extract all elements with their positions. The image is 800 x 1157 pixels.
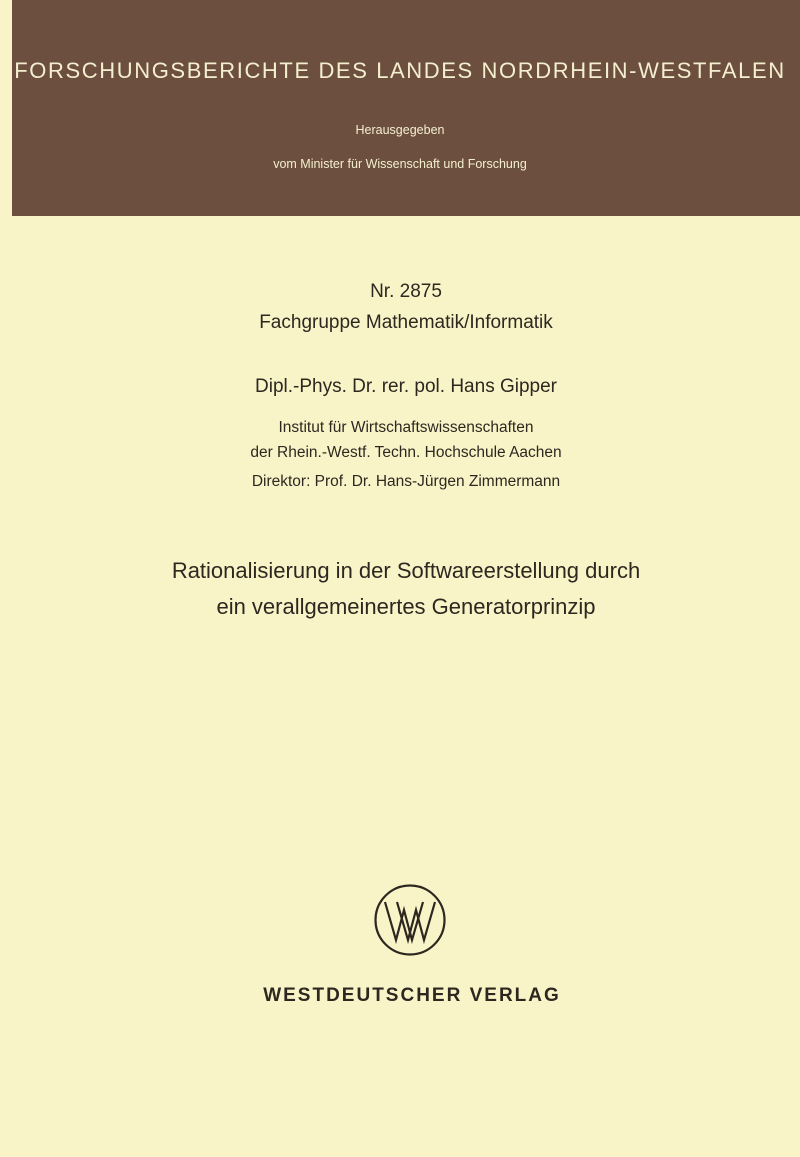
- book-title-line-1: Rationalisierung in der Softwareerstellung durch: [171, 558, 641, 583]
- subject-group: Fachgruppe Mathematik/Informatik: [259, 312, 553, 333]
- author-name: Dipl.-Phys. Dr. rer. pol. Hans Gipper: [255, 376, 557, 397]
- header-band: [12, 0, 800, 216]
- institute-line-1: Institut für Wirtschaftswissenschaften: [278, 419, 534, 436]
- editor-line-1: Herausgegeben: [355, 123, 445, 137]
- editor-line-2: vom Minister für Wissenschaft und Forschung: [273, 157, 527, 171]
- institute-line-3: Direktor: Prof. Dr. Hans-Jürgen Zimmermann: [251, 473, 561, 490]
- publisher-name: WESTDEUTSCHER VERLAG: [263, 985, 561, 1006]
- volume-number: Nr. 2875: [370, 281, 442, 302]
- series-title: FORSCHUNGSBERICHTE DES LANDES NORDRHEIN-WESTFALEN: [14, 58, 786, 83]
- wv-circle-logo-icon: [372, 882, 448, 958]
- book-title-line-2: ein verallgemeinertes Generatorprinzip: [216, 594, 596, 619]
- institute-line-2: der Rhein.-Westf. Techn. Hochschule Aachen: [250, 444, 562, 461]
